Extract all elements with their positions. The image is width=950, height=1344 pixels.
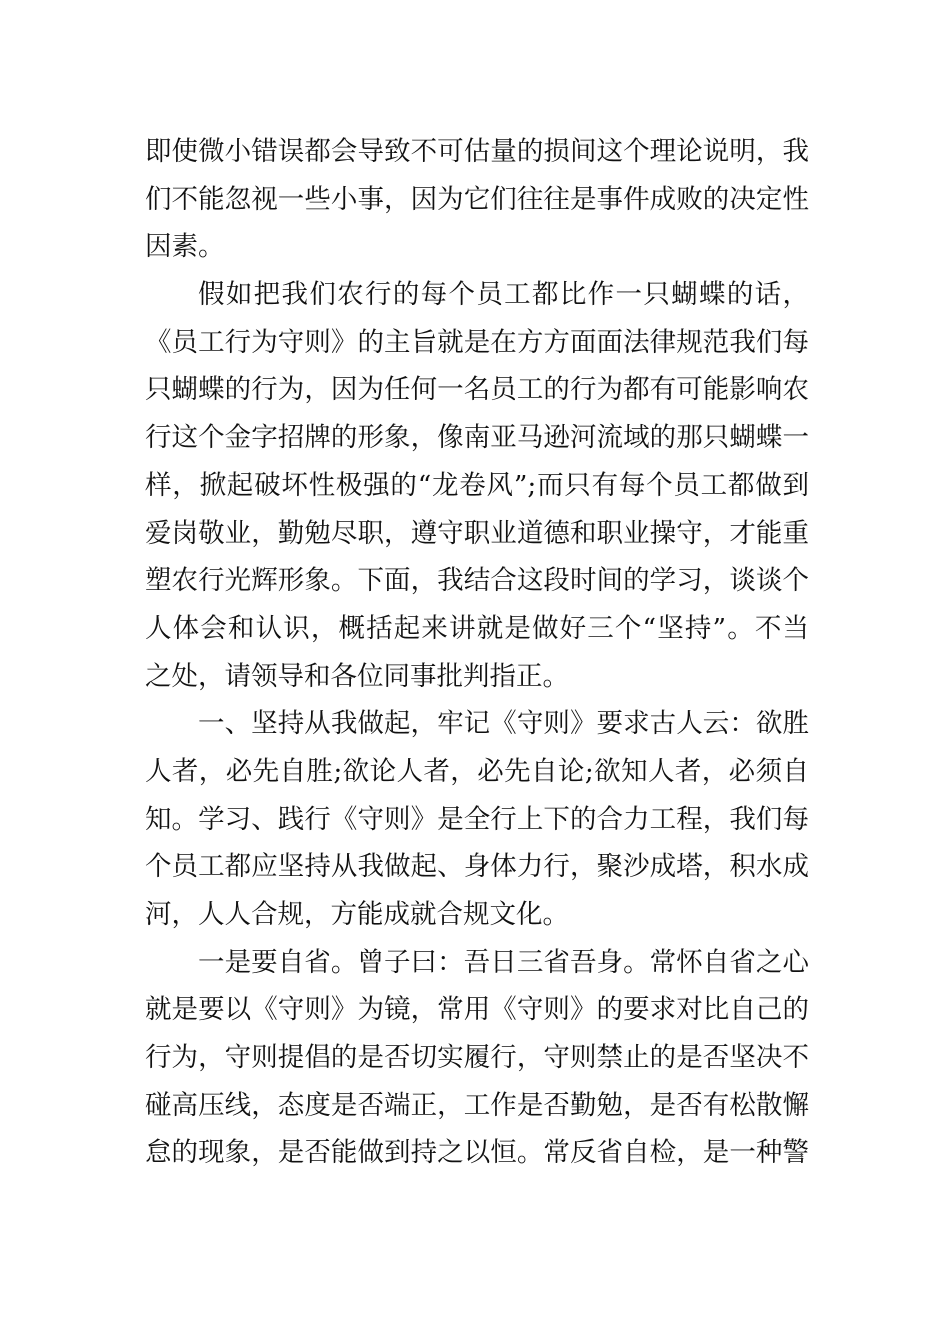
text-line-10: 塑农行光辉形象。下面，我结合这段时间的学习，谈谈个 [145, 565, 809, 597]
text-line-19: 就是要以《守则》为镜，常用《守则》的要求对比自己的 [145, 994, 809, 1026]
text-line-7: 行这个金字招牌的形象，像南亚马逊河流域的那只蝴蝶一 [145, 422, 809, 454]
text-line-21: 碰高压线，态度是否端正，工作是否勤勉，是否有松散懈 [145, 1089, 809, 1121]
text-line-22: 怠的现象，是否能做到持之以恒。常反省自检，是一种警 [145, 1137, 809, 1169]
text-line-16: 个员工都应坚持从我做起、身体力行，聚沙成塔，积水成 [145, 851, 809, 883]
text-line-1: 即使微小错误都会导致不可估量的损间这个理论说明，我 [145, 136, 809, 167]
text-line-20: 行为，守则提倡的是否切实履行，守则禁止的是否坚决不 [145, 1042, 809, 1074]
text-line-8: 样，掀起破坏性极强的“龙卷风”;而只有每个员工都做到 [145, 469, 809, 501]
text-line-17: 河，人人合规，方能成就合规文化。 [145, 899, 569, 930]
text-line-4: 假如把我们农行的每个员工都比作一只蝴蝶的话， [198, 279, 809, 311]
text-line-12: 之处，请领导和各位同事批判指正。 [145, 660, 569, 692]
body-text [145, 128, 809, 1177]
text-line-18: 一是要自省。曾子曰：吾日三省吾身。常怀自省之心 [198, 946, 809, 978]
text-line-6: 只蝴蝶的行为，因为任何一名员工的行为都有可能影响农 [145, 374, 809, 406]
text-line-9: 爱岗敬业，勤勉尽职，遵守职业道德和职业操守，才能重 [145, 517, 809, 549]
text-line-11: 人体会和认识，概括起来讲就是做好三个“坚持”。不当 [145, 612, 809, 644]
text-line-13: 一、坚持从我做起，牢记《守则》要求古人云：欲胜 [198, 708, 809, 740]
text-line-3: 因素。 [145, 231, 225, 263]
text-line-5: 《员工行为守则》的主旨就是在方方面面法律规范我们每 [145, 326, 809, 358]
text-line-2: 们不能忽视一些小事，因为它们往往是事件成败的决定性 [145, 183, 809, 215]
text-line-14: 人者，必先自胜;欲论人者，必先自论;欲知人者，必须自 [145, 755, 809, 787]
text-line-15: 知。学习、践行《守则》是全行上下的合力工程，我们每 [145, 803, 809, 835]
